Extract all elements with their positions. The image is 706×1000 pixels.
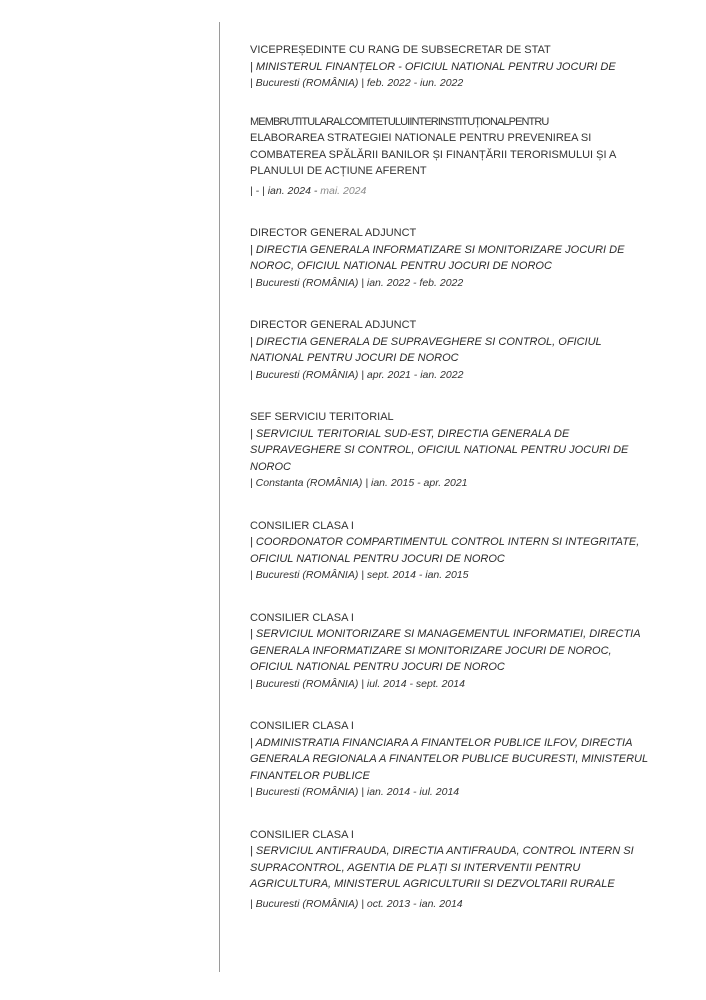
location-dates: | Bucuresti (ROMÂNIA) | sept. 2014 - ian. 2015 bbox=[250, 569, 469, 581]
employer: FINANTELOR PUBLICE bbox=[250, 769, 370, 782]
experience-entry bbox=[250, 610, 660, 693]
job-title: CONSILIER CLASA I bbox=[250, 611, 354, 624]
experience-entry bbox=[250, 225, 660, 291]
location-dates: | Constanta (ROMÂNIA) | ian. 2015 - apr. 2021 bbox=[250, 477, 468, 489]
job-title: DIRECTOR GENERAL ADJUNCT bbox=[250, 319, 417, 331]
location-dates: | Bucuresti (ROMÂNIA) | ian. 2014 - iul. 2014 bbox=[250, 786, 460, 798]
experience-entry bbox=[250, 42, 660, 92]
employer: GENERALA INFORMATIZARE SI MONITORIZARE JOCURI DE NOROC, bbox=[250, 644, 612, 657]
employer: AGRICULTURA, MINISTERUL AGRICULTURII SI DEZVOLTARII RURALE bbox=[250, 878, 615, 890]
employer: SUPRACONTROL, AGENTIA DE PLAȚI SI INTERVENTII PENTRU bbox=[250, 861, 581, 874]
location-dates: | Bucuresti (ROMÂNIA) | iul. 2014 - sept. 2014 bbox=[250, 677, 465, 690]
timeline-divider bbox=[219, 22, 220, 972]
employer: NOROC bbox=[250, 460, 291, 473]
job-title: PLANULUI DE ACȚIUNE AFERENT bbox=[250, 165, 427, 177]
job-title: CONSILIER CLASA I bbox=[250, 720, 354, 732]
employer: | DIRECTIA GENERALA INFORMATIZARE SI MONITORIZARE JOCURI DE bbox=[250, 243, 625, 256]
job-title: ELABORAREA STRATEGIEI NATIONALE PENTRU PREVENIREA SI bbox=[250, 132, 592, 144]
employer: SUPRAVEGHERE SI CONTROL, OFICIUL NATIONAL PENTRU JOCURI DE bbox=[250, 444, 629, 456]
experience-entry bbox=[250, 409, 660, 492]
employer: OFICIUL NATIONAL PENTRU JOCURI DE NOROC bbox=[250, 552, 505, 565]
employer: | SERVICIUL ANTIFRAUDA, DIRECTIA ANTIFRAUDA, CONTROL INTERN SI bbox=[250, 845, 634, 857]
employer: | DIRECTIA GENERALA DE SUPRAVEGHERE SI CONTROL, OFICIUL bbox=[250, 335, 602, 348]
job-title: MEMBRUTITULARALCOMITETULUIINTERINSTITUȚIONALPENTRU bbox=[250, 115, 549, 128]
employer: OFICIUL NATIONAL PENTRU JOCURI DE NOROC bbox=[250, 661, 505, 673]
employer: | SERVICIUL TERITORIAL SUD-EST, DIRECTIA GENERALA DE bbox=[250, 427, 570, 440]
employer: GENERALA REGIONALA A FINANTELOR PUBLICE BUCURESTI, MINISTERUL bbox=[250, 753, 649, 765]
job-title: CONSILIER CLASA I bbox=[250, 519, 354, 532]
job-title: CONSILIER CLASA I bbox=[250, 828, 354, 841]
job-title: VICEPREȘEDINTE CU RANG DE SUBSECRETAR DE STAT bbox=[250, 44, 551, 56]
job-title: DIRECTOR GENERAL ADJUNCT bbox=[250, 227, 417, 239]
work-experience-list bbox=[250, 42, 660, 912]
employer: | MINISTERUL FINANȚELOR - OFICIUL NATIONAL PENTRU JOCURI DE bbox=[250, 60, 616, 73]
employer: | SERVICIUL MONITORIZARE SI MANAGEMENTUL INFORMATIEI, DIRECTIA bbox=[250, 628, 641, 640]
experience-entry bbox=[250, 518, 660, 584]
job-title: COMBATEREA SPĂLĂRII BANILOR ȘI FINANȚĂRII TERORISMULUI ȘI A bbox=[250, 148, 617, 161]
experience-entry bbox=[250, 114, 660, 200]
employer: | ADMINISTRATIA FINANCIARA A FINANTELOR PUBLICE ILFOV, DIRECTIA bbox=[250, 736, 633, 749]
experience-entry bbox=[250, 718, 660, 801]
employer: NATIONAL PENTRU JOCURI DE NOROC bbox=[250, 352, 459, 364]
experience-entry bbox=[250, 317, 660, 383]
location-dates: | - | ian. 2024 - mai. 2024 bbox=[250, 184, 367, 197]
location-dates: | Bucuresti (ROMÂNIA) | oct. 2013 - ian. 2014 bbox=[250, 897, 463, 910]
location-dates: | Bucuresti (ROMÂNIA) | apr. 2021 - ian. 2022 bbox=[250, 368, 464, 381]
experience-entry bbox=[250, 827, 660, 913]
employer: NOROC, OFICIUL NATIONAL PENTRU JOCURI DE NOROC bbox=[250, 260, 552, 272]
job-title: SEF SERVICIU TERITORIAL bbox=[250, 411, 394, 423]
employer: | COORDONATOR COMPARTIMENTUL CONTROL INTERN SI INTEGRITATE, bbox=[250, 536, 640, 548]
location-dates: | Bucuresti (ROMÂNIA) | ian. 2022 - feb. 2022 bbox=[250, 276, 464, 289]
location-dates: | Bucuresti (ROMÂNIA) | feb. 2022 - iun. 2022 bbox=[250, 77, 464, 89]
